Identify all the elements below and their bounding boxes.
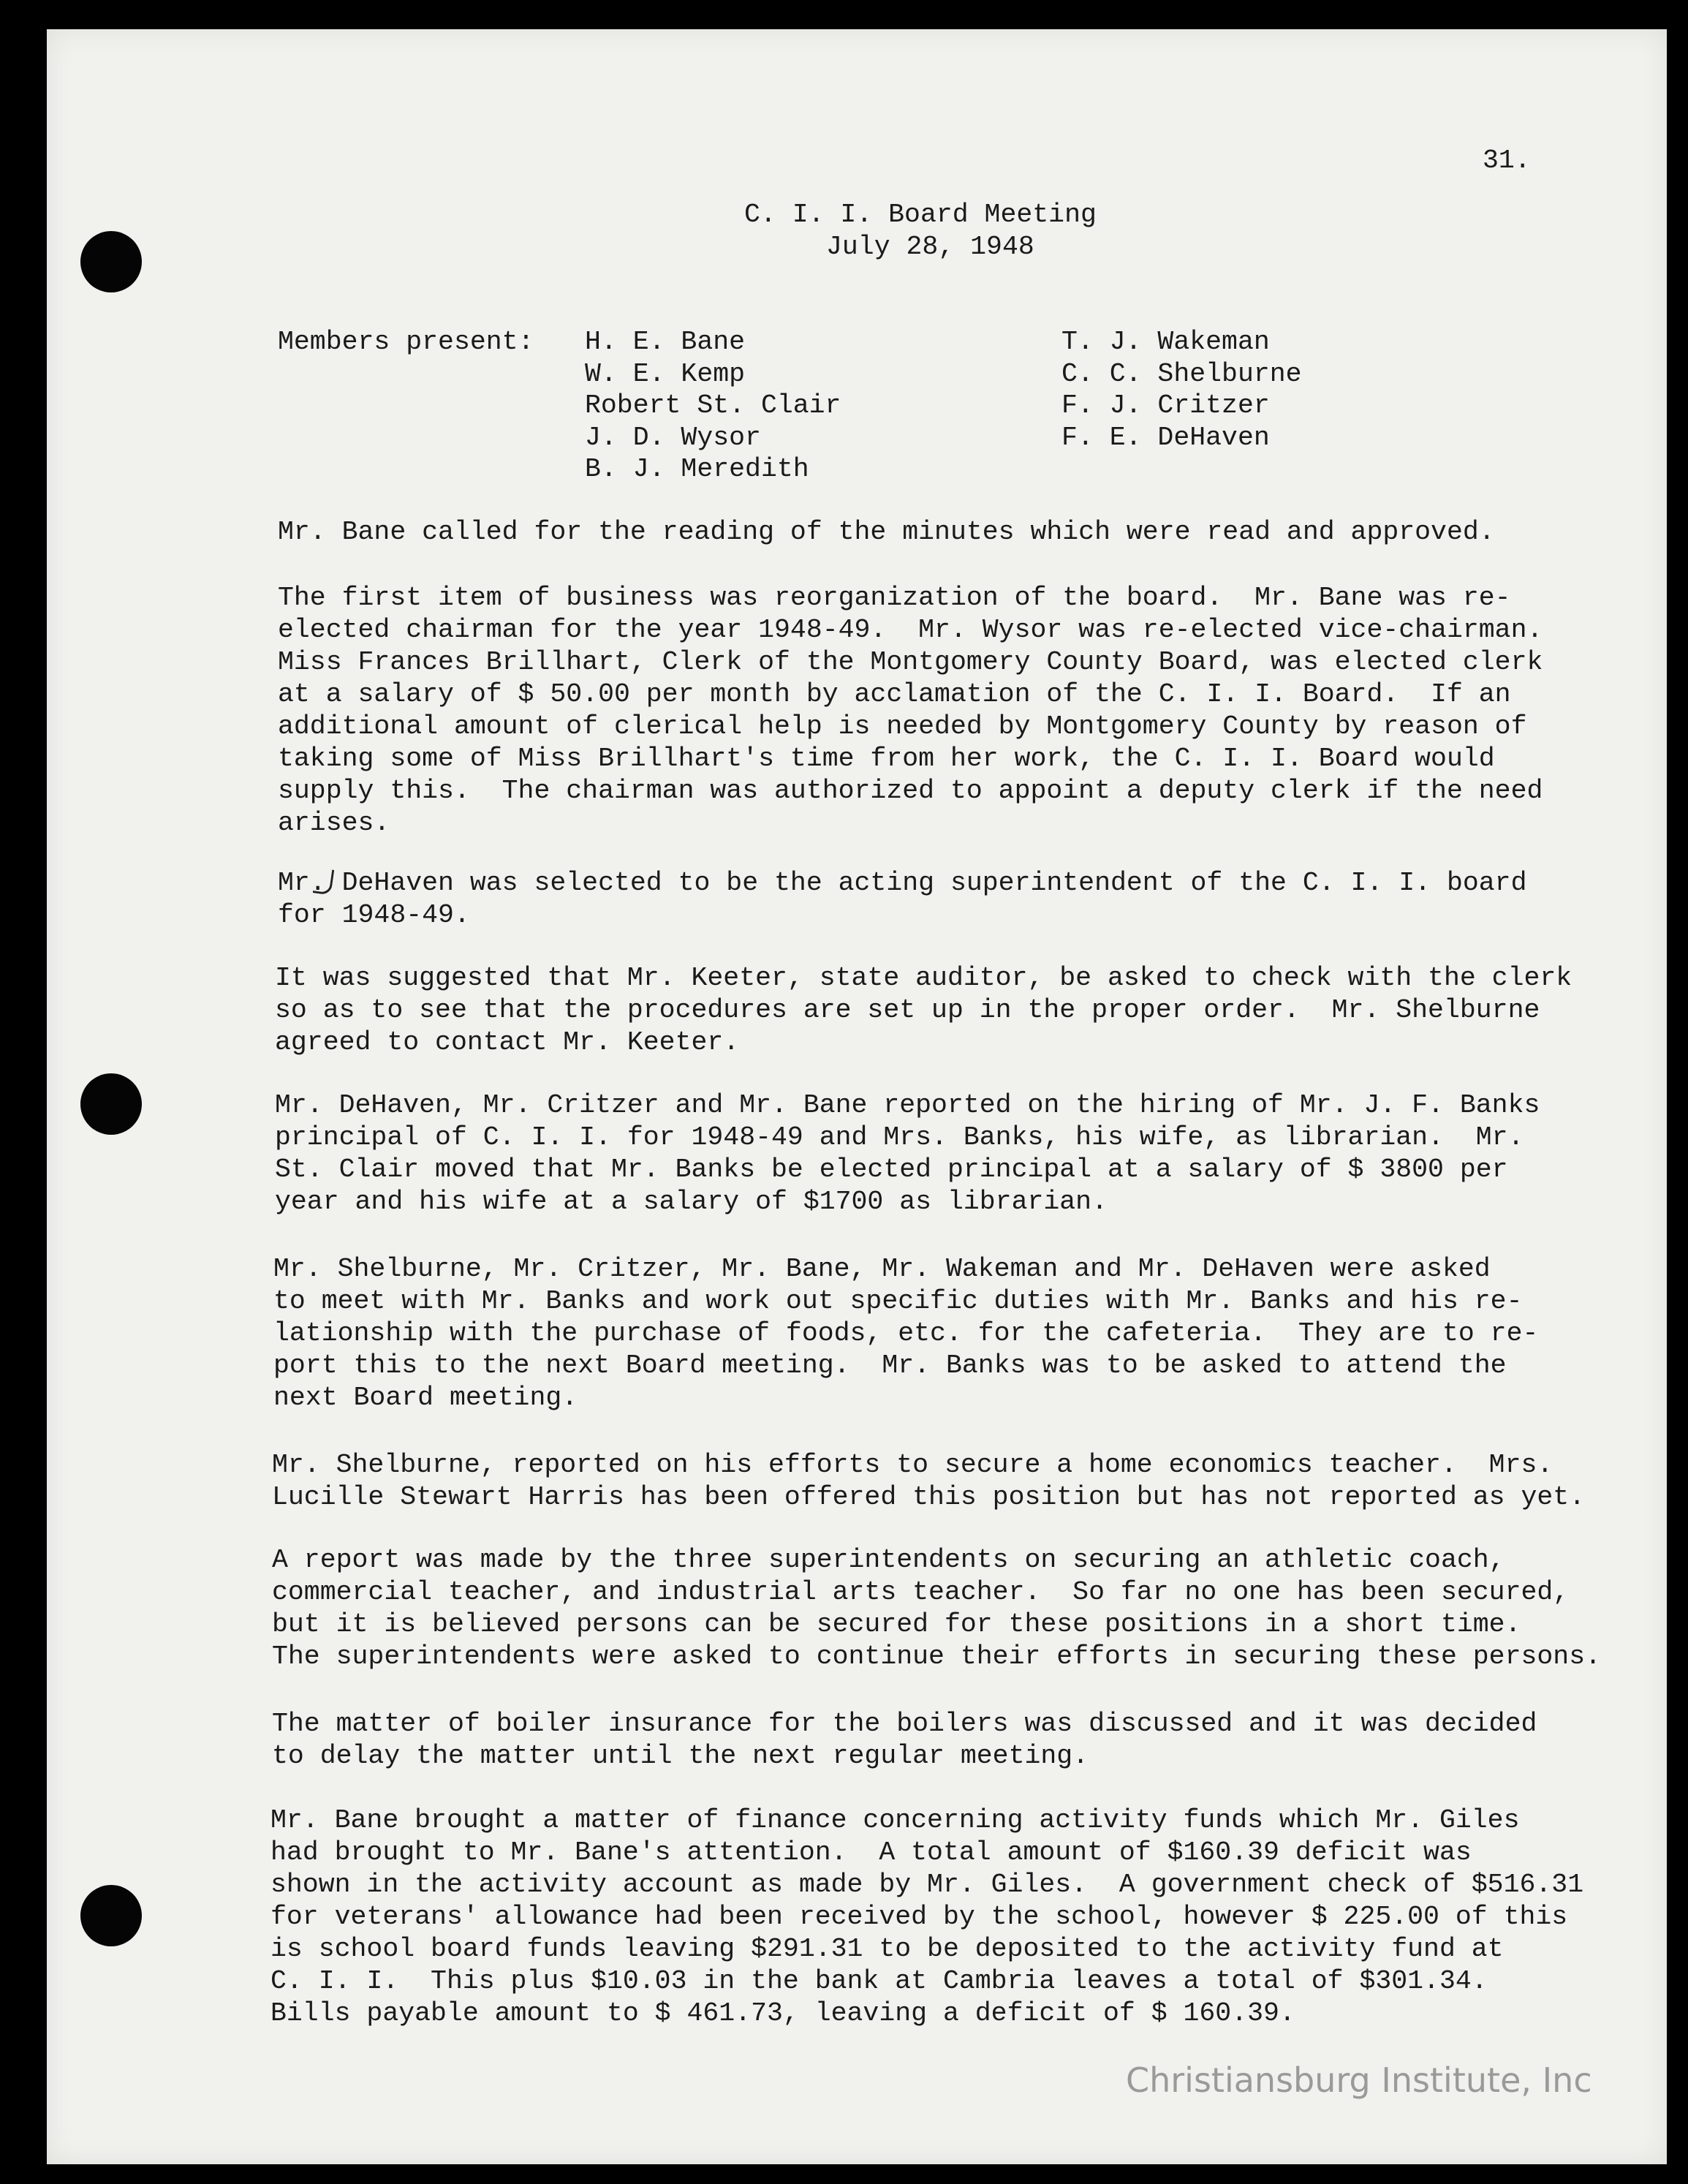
member-name: J. D. Wysor [585, 422, 761, 453]
member-name: B. J. Meredith [585, 454, 809, 484]
meeting-date: July 28, 1948 [826, 232, 1034, 262]
member-name: F. J. Critzer [1061, 390, 1270, 420]
punch-hole [80, 231, 142, 292]
paragraph-duties-cafeteria: Mr. Shelburne, Mr. Critzer, Mr. Bane, Mr. Wakeman and Mr. DeHaven were asked to meet with Mr. Banks and work out specific duties with Mr. Banks and his re- lationship with the purchase of foods, etc. for the cafeteria. They are to re- port this to the next Board meeting. Mr. Banks was to be asked to attend the next Board meeting. [273, 1254, 1539, 1413]
members-list-left [585, 326, 841, 485]
members-list-right [1061, 326, 1302, 453]
paragraph-teacher-search: A report was made by the three superintendents on securing an athletic coach, commercial teacher, and industrial arts teacher. So far no one has been secured, but it is believed persons can be secured for these positions in a short time. The superintendents were asked to continue their efforts in securing these persons. [272, 1545, 1601, 1671]
paragraph-activity-funds: Mr. Bane brought a matter of finance concerning activity funds which Mr. Giles had brought to Mr. Bane's attention. A total amount of $160.39 deficit was shown in the activity account as made by Mr. Giles. A government check of $516.31 for veterans' allowance had been received by the school, however $ 225.00 of this is school board funds leaving $291.31 to be deposited to the activity fund at C. I. I. This plus $10.03 in the bank at Cambria leaves a total of $301.34. Bills payable amount to $ 461.73, leaving a deficit of $ 160.39. [270, 1805, 1584, 2028]
page-number: 31. [1483, 146, 1531, 175]
paragraph-minutes-approved: Mr. Bane called for the reading of the minutes which were read and approved. [278, 517, 1495, 547]
member-name: H. E. Bane [585, 327, 746, 357]
paragraph-principal-hiring: Mr. DeHaven, Mr. Critzer and Mr. Bane reported on the hiring of Mr. J. F. Banks principal of C. I. I. for 1948-49 and Mrs. Banks, his wife, as librarian. Mr. St. Clair moved that Mr. Banks be elected principal at a salary of $ 3800 per year and his wife at a salary of $1700 as librarian. [275, 1090, 1540, 1217]
punch-hole [80, 1885, 142, 1946]
paragraph-boiler-insurance: The matter of boiler insurance for the boilers was discussed and it was decided to delay the matter until the next regular meeting. [272, 1709, 1537, 1771]
paragraph-reorganization: The first item of business was reorganization of the board. Mr. Bane was re- elected chairman for the year 1948-49. Mr. Wysor was re-elected vice-chairman. Miss Frances Brillhart, Clerk of the Montgomery County Board, was elected clerk at a salary of $ 50.00 per month by acclamation of the C. I. I. Board. If an additional amount of clerical help is needed by Montgomery County by reason of taking some of Miss Brillhart's time from her work, the C. I. I. Board would supply this. The chairman was authorized to appoint a deputy clerk if the need arises. [278, 583, 1543, 838]
document-title: C. I. I. Board Meeting [744, 200, 1097, 230]
watermark: Christiansburg Institute, Inc [1126, 2060, 1592, 2100]
member-name: C. C. Shelburne [1061, 358, 1302, 389]
member-name: T. J. Wakeman [1061, 327, 1270, 357]
paragraph-state-auditor: It was suggested that Mr. Keeter, state auditor, be asked to check with the clerk so as to see that the procedures are set up in the proper order. Mr. Shelburne agreed to contact Mr. Keeter. [275, 963, 1572, 1057]
member-name: W. E. Kemp [585, 358, 746, 389]
members-present-label: Members present: [278, 327, 534, 357]
punch-hole [80, 1073, 142, 1135]
member-name: Robert St. Clair [585, 390, 841, 420]
member-name: F. E. DeHaven [1061, 422, 1270, 453]
paragraph-home-economics: Mr. Shelburne, reported on his efforts to secure a home economics teacher. Mrs. Lucille Stewart Harris has been offered this position but has not reported as yet. [272, 1450, 1586, 1512]
paragraph-acting-superintendent: Mr. DeHaven was selected to be the acting superintendent of the C. I. I. board for 1948-49. [278, 868, 1527, 930]
